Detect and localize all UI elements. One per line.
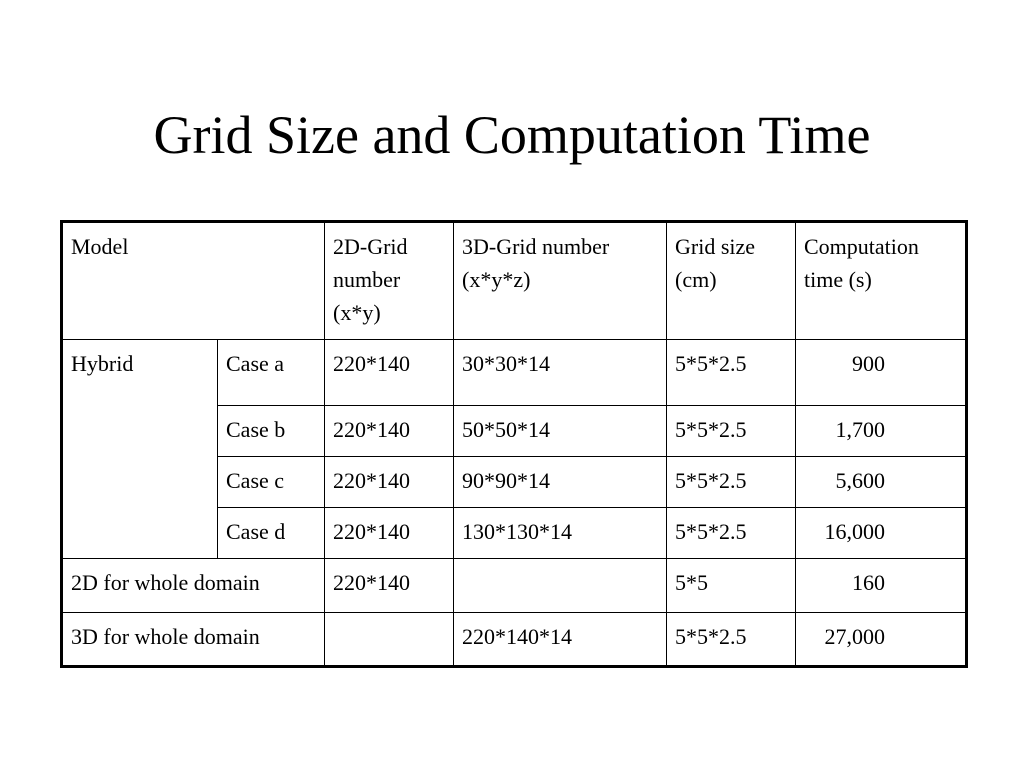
header-2d-grid-line3: (x*y)	[333, 300, 381, 325]
grid-3d-value: 50*50*14	[454, 406, 667, 457]
grid-2d-value	[325, 613, 454, 667]
computation-time-value: 27,000	[796, 613, 967, 667]
header-computation-time	[796, 222, 967, 340]
grid-2d-value: 220*140	[325, 508, 454, 559]
grid-size-table	[60, 220, 968, 668]
computation-time-value: 16,000	[796, 508, 967, 559]
grid-3d-value: 90*90*14	[454, 457, 667, 508]
header-2d-grid-line1: 2D-Grid	[333, 234, 408, 259]
case-name: Case a	[218, 340, 325, 406]
computation-time-value: 5,600	[796, 457, 967, 508]
model-name: 3D for whole domain	[62, 613, 325, 667]
header-grid-size-line1: Grid size	[675, 234, 756, 259]
table-row	[62, 613, 967, 667]
model-name: 2D for whole domain	[62, 559, 325, 613]
grid-size-value: 5*5*2.5	[667, 613, 796, 667]
grid-3d-value: 220*140*14	[454, 613, 667, 667]
header-model: Model	[62, 222, 325, 340]
slide-title: Grid Size and Computation Time	[153, 105, 871, 165]
hybrid-label: Hybrid	[62, 340, 218, 559]
grid-size-value: 5*5*2.5	[667, 406, 796, 457]
header-3d-grid	[454, 222, 667, 340]
grid-3d-value: 130*130*14	[454, 508, 667, 559]
case-name: Case c	[218, 457, 325, 508]
grid-2d-value: 220*140	[325, 559, 454, 613]
header-2d-grid	[325, 222, 454, 340]
header-2d-grid-line2: number	[333, 267, 401, 292]
table-row	[62, 340, 967, 406]
grid-2d-value: 220*140	[325, 340, 454, 406]
computation-time-value: 1,700	[796, 406, 967, 457]
header-3d-grid-line1: 3D-Grid number	[462, 234, 610, 259]
grid-size-value: 5*5	[667, 559, 796, 613]
grid-3d-value	[454, 559, 667, 613]
grid-2d-value: 220*140	[325, 406, 454, 457]
header-3d-grid-line2: (x*y*z)	[462, 267, 531, 292]
header-grid-size	[667, 222, 796, 340]
grid-3d-value: 30*30*14	[454, 340, 667, 406]
case-name: Case d	[218, 508, 325, 559]
table-header-row	[62, 222, 967, 340]
grid-2d-value: 220*140	[325, 457, 454, 508]
grid-size-value: 5*5*2.5	[667, 457, 796, 508]
header-time-line1: Computation	[804, 234, 919, 259]
table-row	[62, 559, 967, 613]
computation-time-value: 160	[796, 559, 967, 613]
grid-size-value: 5*5*2.5	[667, 508, 796, 559]
grid-size-value: 5*5*2.5	[667, 340, 796, 406]
case-name: Case b	[218, 406, 325, 457]
header-time-line2: time (s)	[804, 267, 872, 292]
header-grid-size-line2: (cm)	[675, 267, 717, 292]
computation-time-value: 900	[796, 340, 967, 406]
